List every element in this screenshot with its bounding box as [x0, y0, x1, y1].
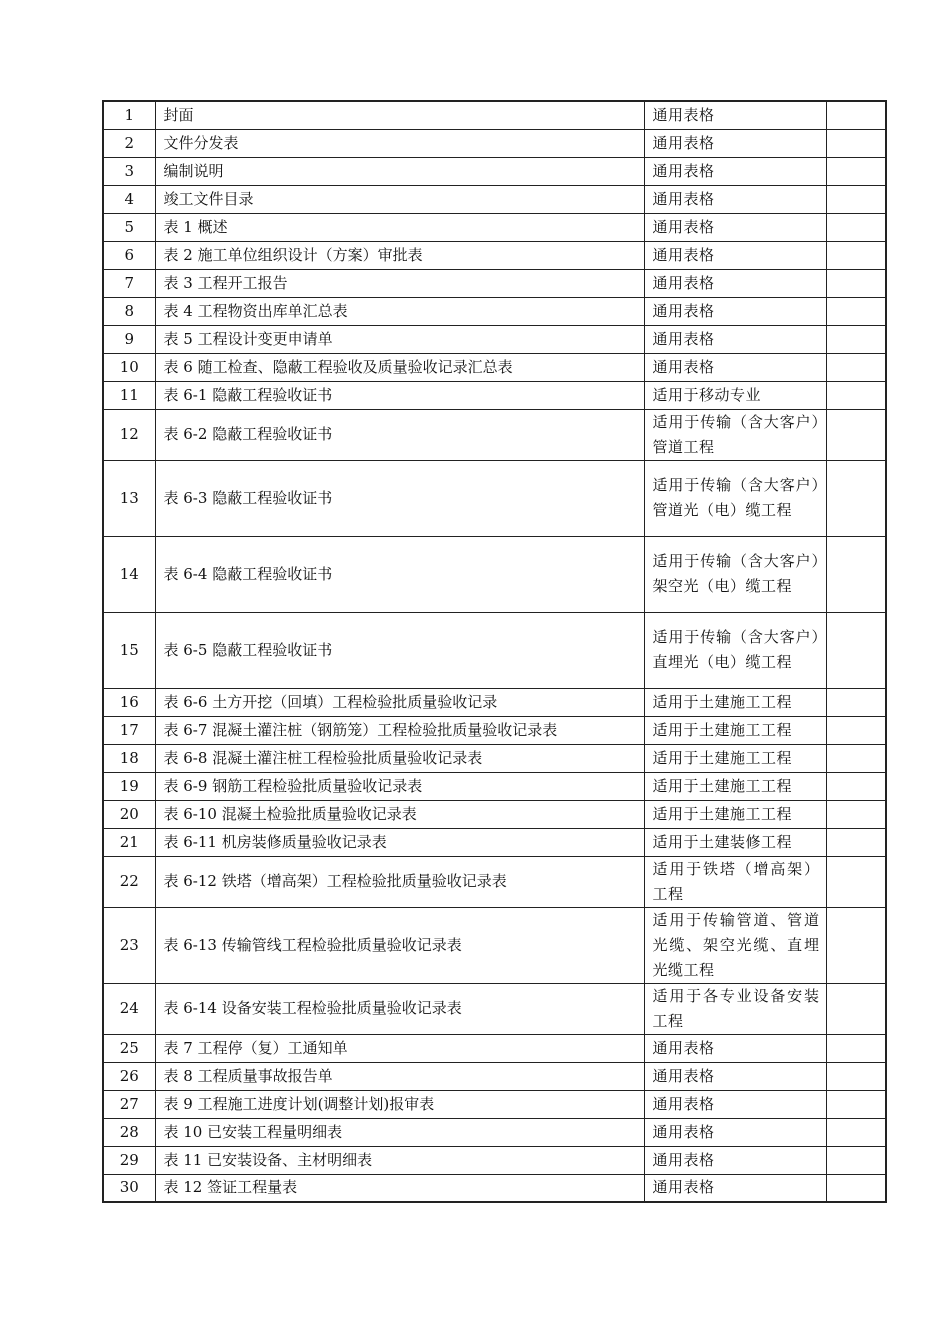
applicability-note: 通用表格	[644, 1174, 826, 1202]
applicability-note: 通用表格	[644, 129, 826, 157]
document-name: 表 6-6 土方开挖（回填）工程检验批质量验收记录	[155, 688, 644, 716]
empty-cell	[826, 800, 886, 828]
empty-cell	[826, 983, 886, 1034]
applicability-note: 通用表格	[644, 1062, 826, 1090]
document-name: 表 2 施工单位组织设计（方案）审批表	[155, 241, 644, 269]
document-name: 编制说明	[155, 157, 644, 185]
row-number: 25	[103, 1034, 155, 1062]
document-name: 表 6-14 设备安装工程检验批质量验收记录表	[155, 983, 644, 1034]
applicability-note: 通用表格	[644, 1118, 826, 1146]
document-name: 表 6-4 隐蔽工程验收证书	[155, 536, 644, 612]
table-row	[103, 1118, 886, 1146]
table-row	[103, 856, 886, 907]
document-name: 表 1 概述	[155, 213, 644, 241]
row-number: 1	[103, 101, 155, 129]
applicability-note: 通用表格	[644, 1146, 826, 1174]
row-number: 6	[103, 241, 155, 269]
table-row	[103, 612, 886, 688]
row-number: 2	[103, 129, 155, 157]
row-number: 8	[103, 297, 155, 325]
applicability-note: 通用表格	[644, 1090, 826, 1118]
empty-cell	[826, 325, 886, 353]
empty-cell	[826, 1034, 886, 1062]
document-name: 表 9 工程施工进度计划(调整计划)报审表	[155, 1090, 644, 1118]
row-number: 7	[103, 269, 155, 297]
row-number: 11	[103, 381, 155, 409]
table-row	[103, 353, 886, 381]
row-number: 17	[103, 716, 155, 744]
empty-cell	[826, 409, 886, 460]
empty-cell	[826, 856, 886, 907]
document-name: 表 6-8 混凝土灌注桩工程检验批质量验收记录表	[155, 744, 644, 772]
row-number: 15	[103, 612, 155, 688]
table-row	[103, 269, 886, 297]
empty-cell	[826, 241, 886, 269]
empty-cell	[826, 907, 886, 983]
empty-cell	[826, 772, 886, 800]
table-row	[103, 983, 886, 1034]
empty-cell	[826, 1118, 886, 1146]
row-number: 12	[103, 409, 155, 460]
applicability-note: 适用于传输（含大客户）管道光（电）缆工程	[644, 460, 826, 536]
empty-cell	[826, 1146, 886, 1174]
applicability-note: 适用于铁塔（增高架）工程	[644, 856, 826, 907]
table-row	[103, 460, 886, 536]
empty-cell	[826, 1090, 886, 1118]
applicability-note: 通用表格	[644, 157, 826, 185]
document-name: 文件分发表	[155, 129, 644, 157]
applicability-note: 适用于土建施工工程	[644, 744, 826, 772]
applicability-note: 通用表格	[644, 1034, 826, 1062]
empty-cell	[826, 1174, 886, 1202]
empty-cell	[826, 353, 886, 381]
applicability-note: 通用表格	[644, 213, 826, 241]
row-number: 13	[103, 460, 155, 536]
table-row	[103, 381, 886, 409]
applicability-note: 适用于土建施工工程	[644, 688, 826, 716]
document-name: 封面	[155, 101, 644, 129]
document-name: 竣工文件目录	[155, 185, 644, 213]
empty-cell	[826, 185, 886, 213]
empty-cell	[826, 536, 886, 612]
table-row	[103, 297, 886, 325]
empty-cell	[826, 157, 886, 185]
row-number: 19	[103, 772, 155, 800]
row-number: 30	[103, 1174, 155, 1202]
document-name: 表 8 工程质量事故报告单	[155, 1062, 644, 1090]
row-number: 22	[103, 856, 155, 907]
empty-cell	[826, 612, 886, 688]
table-row	[103, 744, 886, 772]
table-row	[103, 1062, 886, 1090]
applicability-note: 适用于土建施工工程	[644, 716, 826, 744]
row-number: 24	[103, 983, 155, 1034]
table-row	[103, 716, 886, 744]
document-name: 表 6-12 铁塔（增高架）工程检验批质量验收记录表	[155, 856, 644, 907]
table-row	[103, 1146, 886, 1174]
empty-cell	[826, 828, 886, 856]
document-name: 表 10 已安装工程量明细表	[155, 1118, 644, 1146]
row-number: 18	[103, 744, 155, 772]
document-name: 表 6 随工检查、隐蔽工程验收及质量验收记录汇总表	[155, 353, 644, 381]
applicability-note: 通用表格	[644, 297, 826, 325]
row-number: 16	[103, 688, 155, 716]
table-row	[103, 1090, 886, 1118]
completion-documents-table	[102, 100, 887, 1203]
row-number: 21	[103, 828, 155, 856]
empty-cell	[826, 1062, 886, 1090]
row-number: 9	[103, 325, 155, 353]
empty-cell	[826, 716, 886, 744]
empty-cell	[826, 744, 886, 772]
table-row	[103, 1034, 886, 1062]
applicability-note: 适用于传输（含大客户）架空光（电）缆工程	[644, 536, 826, 612]
empty-cell	[826, 297, 886, 325]
document-name: 表 7 工程停（复）工通知单	[155, 1034, 644, 1062]
document-name: 表 6-2 隐蔽工程验收证书	[155, 409, 644, 460]
applicability-note: 适用于土建施工工程	[644, 772, 826, 800]
document-name: 表 6-9 钢筋工程检验批质量验收记录表	[155, 772, 644, 800]
document-name: 表 4 工程物资出库单汇总表	[155, 297, 644, 325]
empty-cell	[826, 101, 886, 129]
applicability-note: 通用表格	[644, 325, 826, 353]
document-name: 表 3 工程开工报告	[155, 269, 644, 297]
applicability-note: 适用于传输管道、管道光缆、架空光缆、直埋光缆工程	[644, 907, 826, 983]
table-row	[103, 409, 886, 460]
row-number: 4	[103, 185, 155, 213]
applicability-note: 通用表格	[644, 269, 826, 297]
document-name: 表 5 工程设计变更申请单	[155, 325, 644, 353]
document-name: 表 6-7 混凝土灌注桩（钢筋笼）工程检验批质量验收记录表	[155, 716, 644, 744]
table-row	[103, 828, 886, 856]
table-row	[103, 536, 886, 612]
row-number: 29	[103, 1146, 155, 1174]
row-number: 20	[103, 800, 155, 828]
table-row	[103, 688, 886, 716]
row-number: 26	[103, 1062, 155, 1090]
empty-cell	[826, 213, 886, 241]
table-row	[103, 241, 886, 269]
row-number: 23	[103, 907, 155, 983]
applicability-note: 通用表格	[644, 241, 826, 269]
document-name: 表 6-5 隐蔽工程验收证书	[155, 612, 644, 688]
table-row	[103, 1174, 886, 1202]
document-name: 表 11 已安装设备、主材明细表	[155, 1146, 644, 1174]
document-name: 表 12 签证工程量表	[155, 1174, 644, 1202]
table-row	[103, 157, 886, 185]
applicability-note: 适用于传输（含大客户）直埋光（电）缆工程	[644, 612, 826, 688]
document-name: 表 6-13 传输管线工程检验批质量验收记录表	[155, 907, 644, 983]
table-row	[103, 129, 886, 157]
table-body	[103, 101, 886, 1202]
row-number: 10	[103, 353, 155, 381]
applicability-note: 适用于各专业设备安装工程	[644, 983, 826, 1034]
empty-cell	[826, 129, 886, 157]
document-name: 表 6-10 混凝土检验批质量验收记录表	[155, 800, 644, 828]
table-row	[103, 772, 886, 800]
empty-cell	[826, 688, 886, 716]
applicability-note: 通用表格	[644, 353, 826, 381]
table-row	[103, 907, 886, 983]
applicability-note: 适用于土建施工工程	[644, 800, 826, 828]
table-row	[103, 800, 886, 828]
row-number: 5	[103, 213, 155, 241]
row-number: 28	[103, 1118, 155, 1146]
applicability-note: 通用表格	[644, 185, 826, 213]
document-name: 表 6-1 隐蔽工程验收证书	[155, 381, 644, 409]
applicability-note: 通用表格	[644, 101, 826, 129]
table-row	[103, 213, 886, 241]
empty-cell	[826, 381, 886, 409]
applicability-note: 适用于土建装修工程	[644, 828, 826, 856]
row-number: 3	[103, 157, 155, 185]
document-name: 表 6-11 机房装修质量验收记录表	[155, 828, 644, 856]
empty-cell	[826, 460, 886, 536]
table-row	[103, 325, 886, 353]
row-number: 14	[103, 536, 155, 612]
empty-cell	[826, 269, 886, 297]
document-name: 表 6-3 隐蔽工程验收证书	[155, 460, 644, 536]
table-row	[103, 185, 886, 213]
table-row	[103, 101, 886, 129]
row-number: 27	[103, 1090, 155, 1118]
applicability-note: 适用于传输（含大客户）管道工程	[644, 409, 826, 460]
applicability-note: 适用于移动专业	[644, 381, 826, 409]
